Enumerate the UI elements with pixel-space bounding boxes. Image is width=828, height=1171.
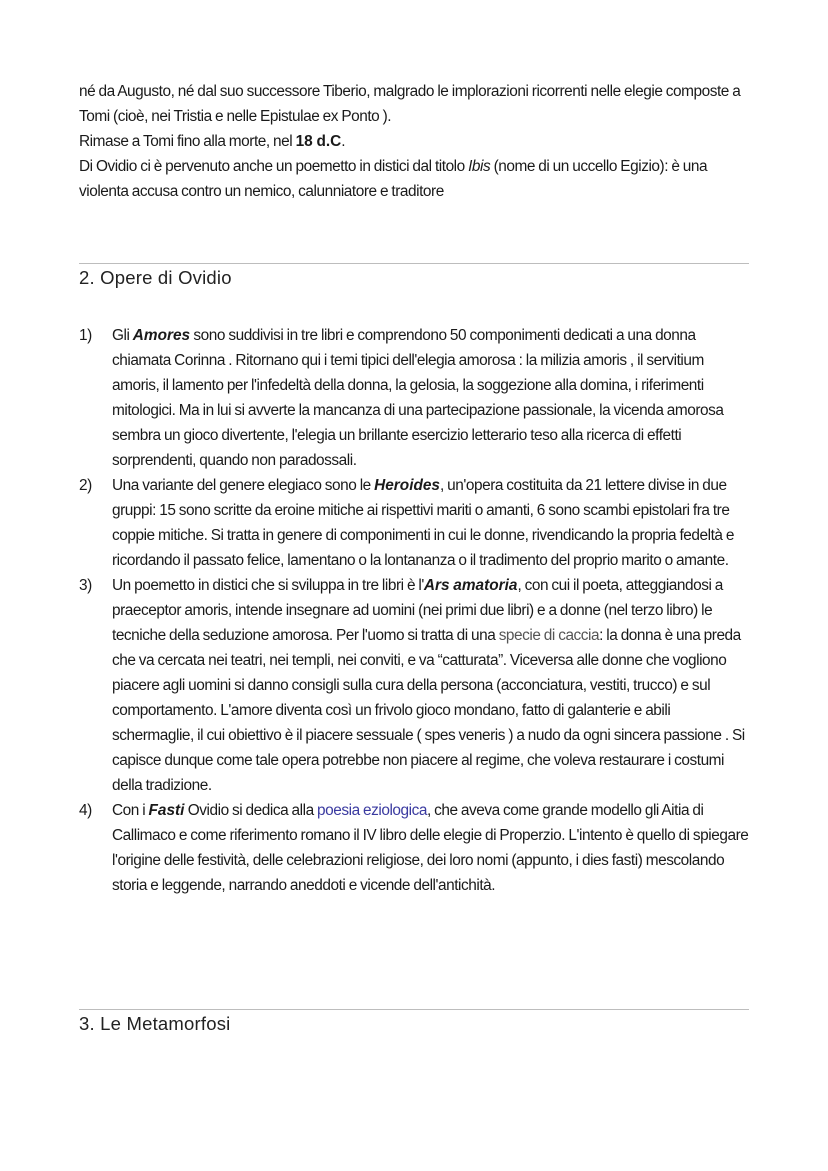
list-number: 3) (79, 577, 92, 594)
section-heading-opere: 2. Opere di Ovidio (79, 267, 232, 288)
intro-paragraph-2: Rimase a Tomi fino alla morte, nel 18 d.C. (79, 133, 346, 150)
list-item: 4) Con i Fasti Ovidio si dedica alla poesia eziologica, che aveva come grande modello gli Aitia di Callimaco e come riferimento romano il IV libro delle elegie di Properzio. L'intento è quello di spiegare l'origine delle festività, delle celebrazioni religiose, dei loro nomi (appunto, i dies fasti) mescolando storia e leggende, narrando aneddoti e vicende dell'antichità. (79, 798, 751, 898)
work-title-amores: Amores (132, 327, 191, 344)
link-poesia-eziologica[interactable]: poesia eziologica (317, 802, 427, 819)
list-number: 1) (79, 327, 92, 344)
intro-paragraph-3: Di Ovidio ci è pervenuto anche un poemetto in distici dal titolo Ibis (nome di un uccello Egizio): è una violenta accusa contro un nemico, calunniatore e traditore (79, 158, 708, 200)
work-title-heroides: Heroides (374, 477, 440, 494)
section-divider (79, 1009, 749, 1010)
section-divider (79, 263, 749, 264)
work-title-ars-amatoria: Ars amatoria (423, 577, 518, 594)
list-number: 4) (79, 802, 92, 819)
list-item: 3) Un poemetto in distici che si sviluppa in tre libri è l'Ars amatoria, con cui il poeta, atteggiandosi a praeceptor amoris, intende insegnare ad uomini (nei primi due libri) e a donne (nel terzo libro) le tecniche della seduzione amorosa. Per l'uomo si tratta di una specie di caccia: la donna è una preda che va cercata nei teatri, nei templi, nei conviti, e va “catturata”. Viceversa alle donne che vogliono piacere agli uomini si danno consigli sulla cura della persona (acconciatura, vestiti, trucco) e sul comportamento. L'amore diventa così un frivolo gioco mondano, fatto di galanterie e abili schermaglie, il cui obiettivo è il piacere sessuale ( spes veneris ) a nudo da ogni sincera passione . Si capisce dunque come tale opera potrebbe non piacere al regime, che voleva restaurare i costumi della tradizione. (79, 573, 751, 798)
works-list (79, 323, 751, 898)
list-item: 1) Gli Amores sono suddivisi in tre libri e comprendono 50 componimenti dedicati a una donna chiamata Corinna . Ritornano qui i temi tipici dell'elegia amorosa : la milizia amoris , il servitium amoris, il lamento per l'infedeltà della donna, la gelosia, la soggezione alla domina, i riferimenti mitologici. Ma in lui si avverte la mancanza di una partecipazione passionale, la vicenda amorosa sembra un gioco divertente, l'elegia un brillante esercizio letterario teso alla ricerca di effetti sorprendenti, quando non paradossali. (79, 323, 751, 473)
section-heading-metamorfosi: 3. Le Metamorfosi (79, 1013, 231, 1034)
intro-paragraph-1: né da Augusto, né dal suo successore Tiberio, malgrado le implorazioni ricorrenti nelle elegie composte a Tomi (cioè, nei Tristia e nelle Epistulae ex Ponto ). (79, 83, 741, 125)
link-specie-di-caccia[interactable]: specie di caccia (498, 627, 600, 644)
intro-text (79, 79, 749, 204)
list-number: 2) (79, 477, 92, 494)
work-title-fasti: Fasti (148, 802, 185, 819)
ibis-title: Ibis (468, 158, 491, 175)
death-date: 18 d.C (295, 133, 342, 150)
list-item: 2) Una variante del genere elegiaco sono le Heroides, un'opera costituita da 21 lettere divise in due gruppi: 15 sono scritte da eroine mitiche ai rispettivi mariti o amanti, 6 sono scambi epistolari fra tre coppie mitiche. Si tratta in genere di componimenti in cui le donne, rivendicando la propria fedeltà e ricordando il passato felice, lamentano o la lontananza o il tradimento del proprio marito o amante. (79, 473, 751, 573)
